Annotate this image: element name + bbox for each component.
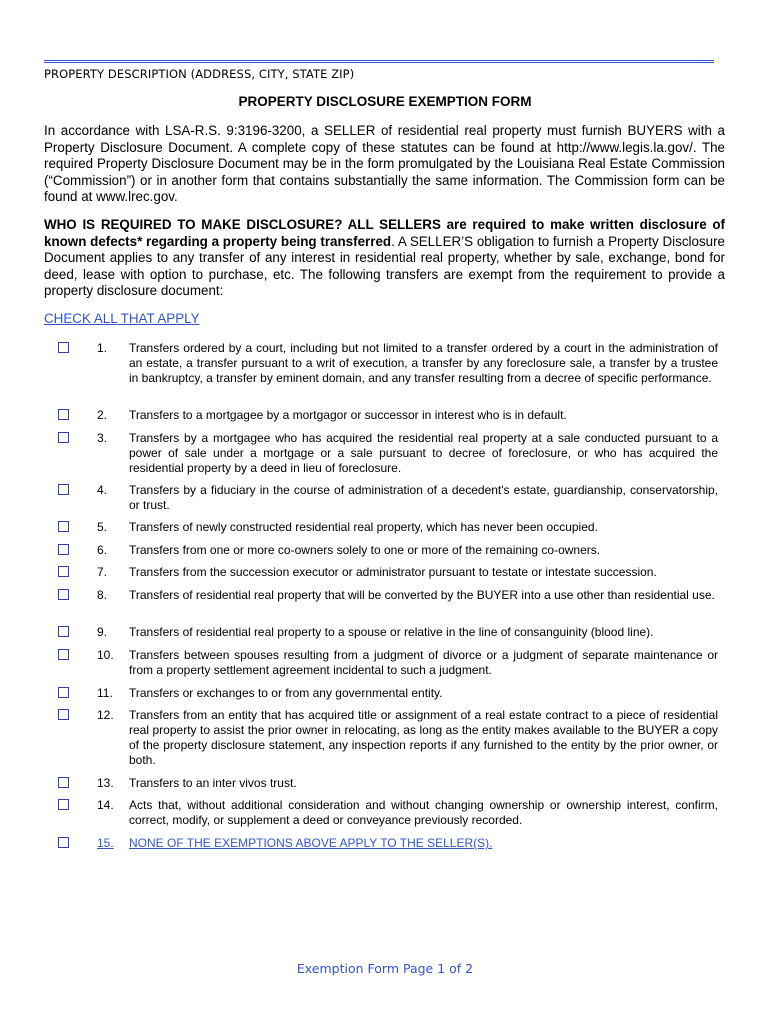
item-number: 2. — [97, 408, 108, 422]
item-text: NONE OF THE EXEMPTIONS ABOVE APPLY TO THE SELLER(S). — [129, 836, 493, 850]
item-text: Transfers of residential real property that will be converted by the BUYER into a use other than residential use. — [129, 588, 715, 602]
item-number: 6. — [97, 543, 108, 557]
item-text: Transfers between spouses resulting from a judgment of divorce or a judgment of separate maintenance or from a property settlement agreement incidental to such a judgment. — [129, 648, 718, 678]
item-number: 1. — [97, 341, 108, 355]
property-description-line[interactable] — [44, 60, 714, 63]
item-number: 12. — [97, 708, 114, 722]
who-rest-text: . A SELLER’S obligation to furnish a Property Disclosure Document applies to any transfer of any interest in residential real property, whether by sale, exchange, bond for deed, lease with option to purchase, etc. The following transfers are exempt from the requirement to provide a property disclosure document: — [44, 233, 725, 299]
page-footer: Exemption Form Page 1 of 2 — [296, 961, 474, 976]
item-number: 4. — [97, 483, 108, 497]
item-number: 7. — [97, 565, 108, 579]
exemption-checkbox[interactable] — [58, 342, 69, 353]
item-text: Acts that, without additional consideration and without changing ownership or ownership interest, confirm, correct, modify, or supplement a deed or conveyance previously recorded. — [129, 798, 718, 828]
exemption-checkbox[interactable] — [58, 484, 69, 495]
intro-paragraph: In accordance with LSA-R.S. 9:3196-3200, a SELLER of residential real property must furnish BUYERS with a Property Disclosure Document. A complete copy of these statutes can be found at http://www.legis.la.gov/. The required Property Disclosure Document may be in the form promulgated by the Louisiana Real Estate Commission (“Commission”) or in another form that contains substantially the same information. The Commission form can be found at www.lrec.gov. — [44, 123, 725, 205]
exemption-checkbox[interactable] — [58, 837, 69, 848]
exemption-checkbox[interactable] — [58, 432, 69, 443]
item-number: 14. — [97, 798, 114, 812]
item-number: 3. — [97, 431, 108, 445]
who-paragraph — [44, 217, 725, 300]
exemption-checkbox[interactable] — [58, 566, 69, 577]
item-text: Transfers or exchanges to or from any governmental entity. — [129, 686, 443, 700]
exemption-checkbox[interactable] — [58, 687, 69, 698]
item-text: Transfers from an entity that has acquired title or assignment of a real estate contract to a piece of residential real property to assist the prior owner in relocating, as long as the entity makes available to the BUYER a copy of the property disclosure statement, any inspection reports if any furnished to the entity by the prior owner, or both. — [129, 708, 718, 768]
item-text: Transfers ordered by a court, including but not limited to a transfer ordered by a court in the administration of an estate, a transfer pursuant to a writ of execution, a transfer by any foreclosure sale, a transfer by a trustee in bankruptcy, a transfer by eminent domain, and any transfer resulting from a decree of specific performance. — [129, 341, 718, 386]
exemption-checkbox[interactable] — [58, 626, 69, 637]
exemption-checkbox[interactable] — [58, 409, 69, 420]
check-all-heading: CHECK ALL THAT APPLY — [44, 311, 200, 326]
exemption-checkbox[interactable] — [58, 521, 69, 532]
item-number: 8. — [97, 588, 108, 602]
item-number: 9. — [97, 625, 108, 639]
exemption-checkbox[interactable] — [58, 544, 69, 555]
exemption-checkbox[interactable] — [58, 649, 69, 660]
item-text: Transfers to a mortgagee by a mortgagor or successor in interest who is in default. — [129, 408, 567, 422]
who-bold-text: WHO IS REQUIRED TO MAKE DISCLOSURE? ALL SELLERS are required to make written disclosure of known defects* regarding a property being transferred — [44, 217, 725, 249]
item-number: 5. — [97, 520, 108, 534]
item-text: Transfers by a mortgagee who has acquired the residential real property at a sale conducted pursuant to a power of sale under a mortgage or a sale pursuant to decree of foreclosure, or who has acquired the residential property by a deed in lieu of foreclosure. — [129, 431, 718, 476]
exemption-checkbox[interactable] — [58, 777, 69, 788]
item-text: Transfers from one or more co-owners solely to one or more of the remaining co-owners. — [129, 543, 601, 557]
item-text: Transfers by a fiduciary in the course of administration of a decedent's estate, guardianship, conservatorship, or trust. — [129, 483, 718, 513]
item-number: 13. — [97, 776, 114, 790]
exemption-checkbox[interactable] — [58, 799, 69, 810]
item-text: Transfers to an inter vivos trust. — [129, 776, 297, 790]
exemption-checkbox[interactable] — [58, 709, 69, 720]
form-title: PROPERTY DISCLOSURE EXEMPTION FORM — [238, 94, 532, 109]
item-number: 10. — [97, 648, 114, 662]
item-number: 11. — [97, 686, 113, 700]
item-text: Transfers from the succession executor or administrator pursuant to testate or intestate succession. — [129, 565, 657, 579]
property-description-label: PROPERTY DESCRIPTION (ADDRESS, CITY, STATE ZIP) — [44, 67, 355, 81]
item-text: Transfers of newly constructed residential real property, which has never been occupied. — [129, 520, 598, 534]
item-number: 15. — [97, 836, 114, 850]
item-text: Transfers of residential real property to a spouse or relative in the line of consanguinity (blood line). — [129, 625, 654, 639]
exemption-checkbox[interactable] — [58, 589, 69, 600]
